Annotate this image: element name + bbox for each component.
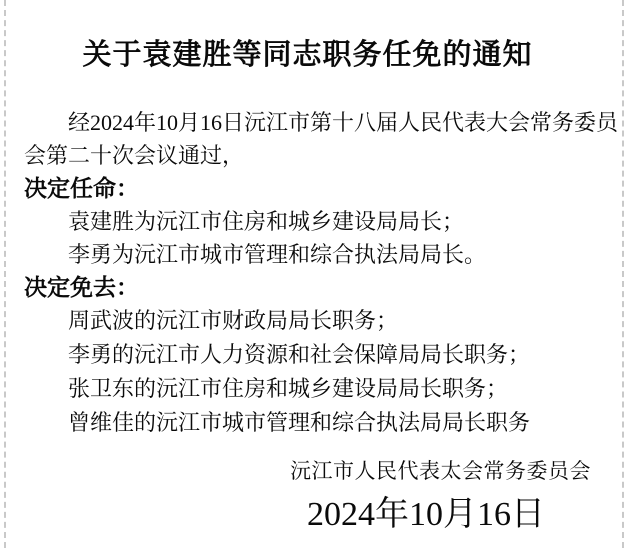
intro-line-2: 会第二十次会议通过， bbox=[24, 143, 245, 168]
issuer-signature: 沅江市人民代表太会常务委员会 bbox=[290, 459, 591, 483]
removal-line: 周武波的沅江市财政局局长职务； bbox=[68, 308, 399, 333]
appointment-line: 袁建胜为沅江市住房和城乡建设局局长； bbox=[68, 209, 465, 234]
remove-heading: 决定免去： bbox=[24, 275, 139, 300]
removal-line: 曾维佳的沅江市城市管理和综合执法局局长职务 bbox=[68, 410, 531, 435]
removal-line: 张卫东的沅江市住房和城乡建设局局长职务； bbox=[68, 376, 509, 401]
appoint-heading: 决定任命： bbox=[24, 176, 139, 201]
intro-line-1: 经2024年10月16日沅江市第十八届人民代表大会常务委员 bbox=[68, 110, 619, 135]
notice-title: 关于袁建胜等同志职务任免的通知 bbox=[82, 39, 533, 71]
appointment-line: 李勇为沅江市城市管理和综合执法局局长。 bbox=[68, 242, 487, 267]
intro-paragraph bbox=[24, 106, 619, 172]
issue-date: 2024年10月16日 bbox=[307, 496, 545, 533]
removal-line: 李勇的沅江市人力资源和社会保障局局长职务； bbox=[68, 342, 531, 367]
